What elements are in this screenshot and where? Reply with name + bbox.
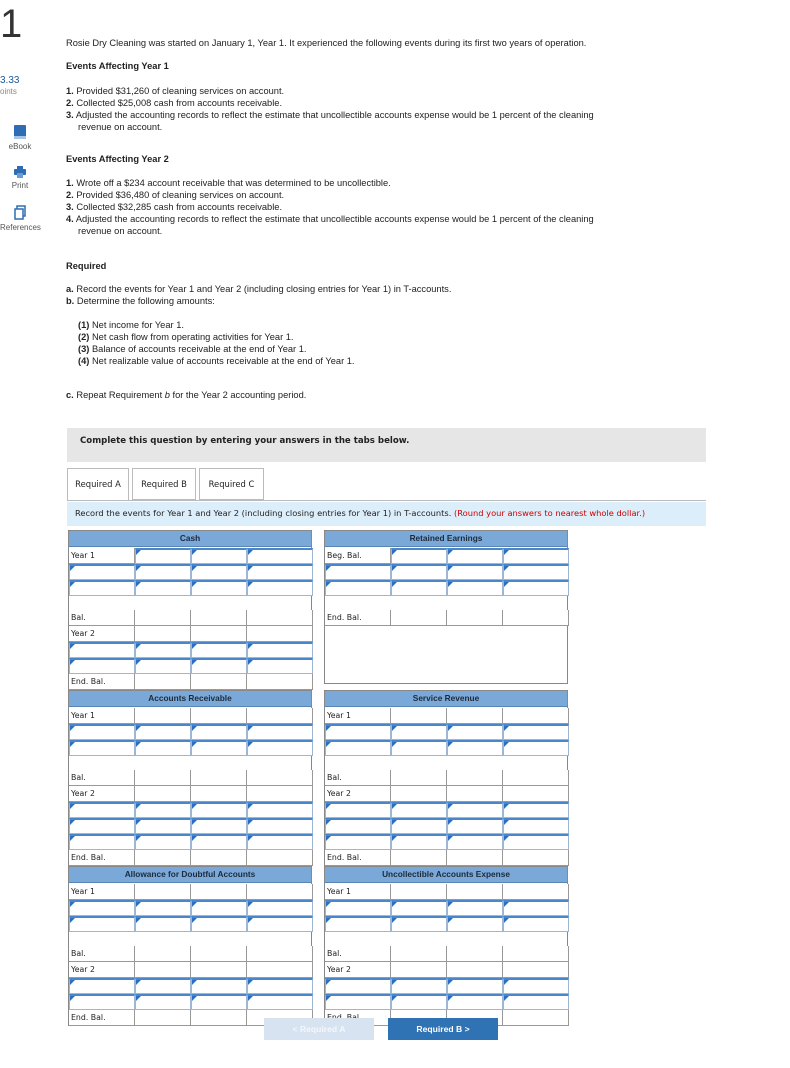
table-cell xyxy=(247,626,313,642)
table-cell xyxy=(503,884,569,900)
table-row xyxy=(69,994,313,1010)
table-cell xyxy=(191,674,247,690)
table-cell xyxy=(247,708,313,724)
row-label: Bal. xyxy=(69,770,135,786)
amount-input[interactable] xyxy=(247,994,313,1010)
amount-input[interactable] xyxy=(135,642,191,658)
account-input[interactable] xyxy=(325,802,391,818)
table-row xyxy=(69,740,313,756)
table-cell xyxy=(191,946,247,962)
list-item: (2) Net cash flow from operating activities for Year 1. xyxy=(78,332,294,342)
account-input[interactable] xyxy=(325,834,391,850)
table-row xyxy=(325,626,569,684)
amount-input[interactable] xyxy=(191,900,247,916)
account-input[interactable] xyxy=(325,916,391,932)
table-cell xyxy=(247,962,313,978)
table-row xyxy=(325,596,569,610)
year2-heading: Events Affecting Year 2 xyxy=(66,154,169,164)
row-label: Year 1 xyxy=(69,548,135,564)
table-row xyxy=(325,932,569,946)
accounts-receivable-account-title: Accounts Receivable xyxy=(69,691,311,707)
table-row xyxy=(69,884,313,900)
table-cell xyxy=(447,770,503,786)
amount-input[interactable] xyxy=(503,818,569,834)
account-input[interactable] xyxy=(325,580,391,596)
amount-input[interactable] xyxy=(391,978,447,994)
amount-input[interactable] xyxy=(391,916,447,932)
amount-input[interactable] xyxy=(447,834,503,850)
amount-input[interactable] xyxy=(135,548,191,564)
table-row xyxy=(69,946,313,962)
table-cell xyxy=(391,610,447,626)
list-item: 3. Adjusted the accounting records to reflect the estimate that uncollectible accounts expense would be 1 percent of the cleaning xyxy=(66,110,594,120)
table-row xyxy=(325,884,569,900)
tab-required-b[interactable]: Required B xyxy=(132,468,196,500)
amount-input[interactable] xyxy=(503,994,569,1010)
table-row xyxy=(69,900,313,916)
amount-input[interactable] xyxy=(135,994,191,1010)
amount-input[interactable] xyxy=(503,978,569,994)
table-cell xyxy=(503,786,569,802)
amount-input[interactable] xyxy=(247,658,313,674)
table-row xyxy=(325,708,569,724)
table-row xyxy=(325,802,569,818)
table-row xyxy=(69,674,313,690)
required-list xyxy=(66,283,451,307)
table-row xyxy=(69,708,313,724)
amount-input[interactable] xyxy=(247,580,313,596)
row-label: End. Bal. xyxy=(69,1010,135,1026)
retained-earnings-account-title: Retained Earnings xyxy=(325,531,567,547)
row-label: End. Bal. xyxy=(325,610,391,626)
list-item: 3. Collected $32,285 cash from accounts receivable. xyxy=(66,202,283,212)
table-cell xyxy=(391,850,447,866)
table-row xyxy=(325,962,569,978)
amount-input[interactable] xyxy=(135,580,191,596)
list-item-continuation: revenue on account. xyxy=(78,226,163,236)
uncollectible-expense-account xyxy=(324,866,568,1026)
table-row xyxy=(69,724,313,740)
table-cell xyxy=(135,884,191,900)
amount-input[interactable] xyxy=(391,580,447,596)
table-row xyxy=(325,564,569,580)
amount-input[interactable] xyxy=(191,834,247,850)
record-instruction: Record the events for Year 1 and Year 2 (including closing entries for Year 1) in T-accounts. (Round your answers to nearest whole dollar.) xyxy=(67,502,706,526)
row-label: End. Bal. xyxy=(325,850,391,866)
table-cell xyxy=(191,786,247,802)
table-cell xyxy=(135,946,191,962)
year2-events xyxy=(66,177,594,237)
table-cell xyxy=(135,770,191,786)
retained-earnings-account xyxy=(324,530,568,684)
table-row xyxy=(69,786,313,802)
next-required-b-button[interactable]: Required B > xyxy=(388,1018,498,1040)
table-row xyxy=(325,770,569,786)
amount-input[interactable] xyxy=(191,978,247,994)
amount-input[interactable] xyxy=(247,818,313,834)
table-cell xyxy=(391,946,447,962)
amount-input[interactable] xyxy=(191,818,247,834)
table-cell xyxy=(135,1010,191,1026)
list-item: (1) Net income for Year 1. xyxy=(78,320,184,330)
table-row xyxy=(69,834,313,850)
table-row xyxy=(69,978,313,994)
account-input[interactable] xyxy=(69,978,135,994)
account-input[interactable] xyxy=(325,724,391,740)
row-label: Bal. xyxy=(325,770,391,786)
list-item: 4. Adjusted the accounting records to reflect the estimate that uncollectible accounts expense would be 1 percent of the cleaning xyxy=(66,214,594,224)
table-cell xyxy=(247,610,313,626)
amount-input[interactable] xyxy=(191,548,247,564)
cash-account xyxy=(68,530,312,704)
account-input[interactable] xyxy=(69,580,135,596)
table-cell xyxy=(391,884,447,900)
table-row xyxy=(325,740,569,756)
amount-input[interactable] xyxy=(135,802,191,818)
table-row xyxy=(69,580,313,596)
amount-input[interactable] xyxy=(391,564,447,580)
table-row xyxy=(325,850,569,866)
table-row xyxy=(325,834,569,850)
table-cell xyxy=(135,610,191,626)
book-icon xyxy=(13,124,27,140)
table-cell xyxy=(135,674,191,690)
table-cell xyxy=(447,786,503,802)
amount-input[interactable] xyxy=(391,724,447,740)
list-item: 1. Provided $31,260 of cleaning services on account. xyxy=(66,86,285,96)
amount-input[interactable] xyxy=(191,740,247,756)
row-label: Year 2 xyxy=(69,626,135,642)
references-icon xyxy=(13,205,27,221)
amount-input[interactable] xyxy=(135,724,191,740)
account-input[interactable] xyxy=(69,724,135,740)
accounts-receivable-account xyxy=(68,690,312,866)
prev-required-a-button[interactable]: < Required A xyxy=(264,1018,374,1040)
row-label: Beg. Bal. xyxy=(325,548,391,564)
table-cell xyxy=(247,786,313,802)
table-row xyxy=(325,900,569,916)
table-row xyxy=(69,610,313,626)
account-input[interactable] xyxy=(69,994,135,1010)
table-row xyxy=(69,564,313,580)
points-value: 3.33 xyxy=(0,75,20,86)
table-cell xyxy=(191,770,247,786)
amount-input[interactable] xyxy=(447,740,503,756)
table-row xyxy=(69,962,313,978)
amount-input[interactable] xyxy=(391,900,447,916)
amount-input[interactable] xyxy=(247,978,313,994)
allowance-account xyxy=(68,866,312,1026)
amount-input[interactable] xyxy=(503,580,569,596)
uncollectible-expense-account-title: Uncollectible Accounts Expense xyxy=(325,867,567,883)
list-item: b. Determine the following amounts: xyxy=(66,296,215,306)
table-row xyxy=(69,818,313,834)
account-input[interactable] xyxy=(325,900,391,916)
amount-input[interactable] xyxy=(247,740,313,756)
table-row xyxy=(69,756,313,770)
table-cell xyxy=(447,708,503,724)
table-row xyxy=(325,724,569,740)
amount-input[interactable] xyxy=(391,834,447,850)
amount-input[interactable] xyxy=(503,916,569,932)
table-row xyxy=(325,978,569,994)
table-cell xyxy=(135,786,191,802)
table-cell xyxy=(503,708,569,724)
amount-input[interactable] xyxy=(503,802,569,818)
account-input[interactable] xyxy=(69,740,135,756)
question-number: 1 xyxy=(0,2,23,46)
table-cell xyxy=(191,626,247,642)
references-button[interactable] xyxy=(0,205,40,232)
amount-input[interactable] xyxy=(247,802,313,818)
list-item: (4) Net realizable value of accounts receivable at the end of Year 1. xyxy=(78,356,355,366)
amount-input[interactable] xyxy=(247,900,313,916)
amount-input[interactable] xyxy=(447,916,503,932)
table-cell xyxy=(247,850,313,866)
account-input[interactable] xyxy=(69,564,135,580)
table-cell xyxy=(503,610,569,626)
amount-input[interactable] xyxy=(135,564,191,580)
amount-input[interactable] xyxy=(247,916,313,932)
table-row xyxy=(325,946,569,962)
table-cell xyxy=(391,770,447,786)
table-cell xyxy=(247,674,313,690)
table-cell xyxy=(447,884,503,900)
amount-input[interactable] xyxy=(191,916,247,932)
amount-input[interactable] xyxy=(447,818,503,834)
table-cell xyxy=(503,770,569,786)
list-item-continuation: revenue on account. xyxy=(78,122,163,132)
amount-input[interactable] xyxy=(191,724,247,740)
amount-input[interactable] xyxy=(391,802,447,818)
table-row xyxy=(69,916,313,932)
table-cell xyxy=(135,708,191,724)
amount-input[interactable] xyxy=(191,642,247,658)
year1-events xyxy=(66,85,594,133)
print-label: Print xyxy=(11,181,29,190)
list-item: 1. Wrote off a $234 account receivable that was determined to be uncollectible. xyxy=(66,178,391,188)
points-label: oints xyxy=(0,87,17,96)
table-cell xyxy=(391,708,447,724)
table-row xyxy=(69,802,313,818)
table-row xyxy=(69,626,313,642)
table-cell xyxy=(391,786,447,802)
table-row xyxy=(69,932,313,946)
amount-input[interactable] xyxy=(191,658,247,674)
requirement-c: c. Repeat Requirement b for the Year 2 accounting period. xyxy=(66,390,307,400)
table-cell xyxy=(247,770,313,786)
tab-required-a[interactable]: Required A xyxy=(67,468,129,501)
amount-input[interactable] xyxy=(447,900,503,916)
table-cell xyxy=(447,962,503,978)
list-item: (3) Balance of accounts receivable at the end of Year 1. xyxy=(78,344,307,354)
amount-input[interactable] xyxy=(247,564,313,580)
amount-input[interactable] xyxy=(391,548,447,564)
amount-input[interactable] xyxy=(447,978,503,994)
amount-input[interactable] xyxy=(447,994,503,1010)
table-cell xyxy=(503,962,569,978)
row-label: Year 2 xyxy=(69,962,135,978)
table-row xyxy=(69,658,313,674)
requirement-b-items xyxy=(78,319,355,367)
amount-input[interactable] xyxy=(191,564,247,580)
amount-input[interactable] xyxy=(135,978,191,994)
table-row xyxy=(69,770,313,786)
table-cell xyxy=(135,626,191,642)
row-label: Bal. xyxy=(69,946,135,962)
amount-input[interactable] xyxy=(447,564,503,580)
amount-input[interactable] xyxy=(247,834,313,850)
amount-input[interactable] xyxy=(503,724,569,740)
service-revenue-account xyxy=(324,690,568,866)
table-cell xyxy=(191,962,247,978)
row-label: Year 1 xyxy=(69,884,135,900)
table-row xyxy=(69,850,313,866)
year1-heading: Events Affecting Year 1 xyxy=(66,61,169,71)
amount-input[interactable] xyxy=(503,740,569,756)
amount-input[interactable] xyxy=(503,564,569,580)
printer-icon xyxy=(13,165,27,179)
references-label: References xyxy=(0,223,41,232)
list-item: a. Record the events for Year 1 and Year 2 (including closing entries for Year 1) in T-accounts. xyxy=(66,284,452,294)
account-input[interactable] xyxy=(69,658,135,674)
table-cell xyxy=(447,610,503,626)
account-input[interactable] xyxy=(69,802,135,818)
table-row xyxy=(69,596,313,610)
table-row xyxy=(325,818,569,834)
print-button[interactable] xyxy=(0,165,40,190)
table-row xyxy=(325,756,569,770)
account-input[interactable] xyxy=(325,994,391,1010)
table-row xyxy=(325,994,569,1010)
table-cell xyxy=(391,962,447,978)
account-input[interactable] xyxy=(69,916,135,932)
amount-input[interactable] xyxy=(191,994,247,1010)
cash-account-title: Cash xyxy=(69,531,311,547)
table-cell xyxy=(503,1010,569,1026)
tab-divider xyxy=(67,500,706,501)
table-cell xyxy=(447,850,503,866)
account-input[interactable] xyxy=(325,740,391,756)
amount-input[interactable] xyxy=(503,900,569,916)
tab-required-c[interactable]: Required C xyxy=(199,468,264,500)
row-label: End. Bal. xyxy=(69,674,135,690)
points-display xyxy=(0,75,19,97)
ebook-button[interactable] xyxy=(0,124,40,151)
row-label: Year 1 xyxy=(325,884,391,900)
table-cell xyxy=(247,946,313,962)
ebook-label: eBook xyxy=(8,142,32,151)
amount-input[interactable] xyxy=(247,724,313,740)
row-label: Year 2 xyxy=(325,962,391,978)
amount-input[interactable] xyxy=(447,580,503,596)
amount-input[interactable] xyxy=(135,818,191,834)
table-row xyxy=(325,916,569,932)
table-cell xyxy=(135,962,191,978)
amount-input[interactable] xyxy=(503,548,569,564)
account-input[interactable] xyxy=(69,834,135,850)
required-heading: Required xyxy=(66,261,107,271)
table-cell xyxy=(503,946,569,962)
table-row xyxy=(325,580,569,596)
table-cell xyxy=(191,708,247,724)
table-cell xyxy=(503,850,569,866)
table-row xyxy=(325,548,569,564)
account-input[interactable] xyxy=(69,642,135,658)
amount-input[interactable] xyxy=(135,900,191,916)
row-label: Year 2 xyxy=(69,786,135,802)
table-row xyxy=(69,642,313,658)
amount-input[interactable] xyxy=(391,818,447,834)
service-revenue-account-title: Service Revenue xyxy=(325,691,567,707)
table-cell xyxy=(135,850,191,866)
amount-input[interactable] xyxy=(247,642,313,658)
table-row xyxy=(325,610,569,626)
amount-input[interactable] xyxy=(135,834,191,850)
list-item: 2. Provided $36,480 of cleaning services on account. xyxy=(66,190,285,200)
amount-input[interactable] xyxy=(447,802,503,818)
amount-input[interactable] xyxy=(391,994,447,1010)
intro-text: Rosie Dry Cleaning was started on January 1, Year 1. It experienced the following events during its first two years of operation. xyxy=(66,38,587,48)
table-cell xyxy=(191,884,247,900)
row-label: Bal. xyxy=(69,610,135,626)
table-cell xyxy=(247,884,313,900)
row-label: Year 1 xyxy=(69,708,135,724)
amount-input[interactable] xyxy=(247,548,313,564)
table-cell xyxy=(447,946,503,962)
amount-input[interactable] xyxy=(135,916,191,932)
amount-input[interactable] xyxy=(135,658,191,674)
amount-input[interactable] xyxy=(391,740,447,756)
account-input[interactable] xyxy=(69,900,135,916)
table-row xyxy=(325,786,569,802)
account-input[interactable] xyxy=(69,818,135,834)
amount-input[interactable] xyxy=(503,834,569,850)
amount-input[interactable] xyxy=(191,580,247,596)
account-input[interactable] xyxy=(325,818,391,834)
table-cell xyxy=(191,610,247,626)
list-item: 2. Collected $25,008 cash from accounts receivable. xyxy=(66,98,283,108)
amount-input[interactable] xyxy=(191,802,247,818)
allowance-account-title: Allowance for Doubtful Accounts xyxy=(69,867,311,883)
table-cell xyxy=(191,850,247,866)
amount-input[interactable] xyxy=(447,724,503,740)
table-cell xyxy=(191,1010,247,1026)
amount-input[interactable] xyxy=(447,548,503,564)
row-label: End. Bal. xyxy=(69,850,135,866)
amount-input[interactable] xyxy=(135,740,191,756)
row-label: Year 1 xyxy=(325,708,391,724)
row-label: Bal. xyxy=(325,946,391,962)
account-input[interactable] xyxy=(325,978,391,994)
account-input[interactable] xyxy=(325,564,391,580)
table-row xyxy=(69,548,313,564)
instruction-bar: Complete this question by entering your answers in the tabs below. xyxy=(67,428,706,462)
row-label: Year 2 xyxy=(325,786,391,802)
